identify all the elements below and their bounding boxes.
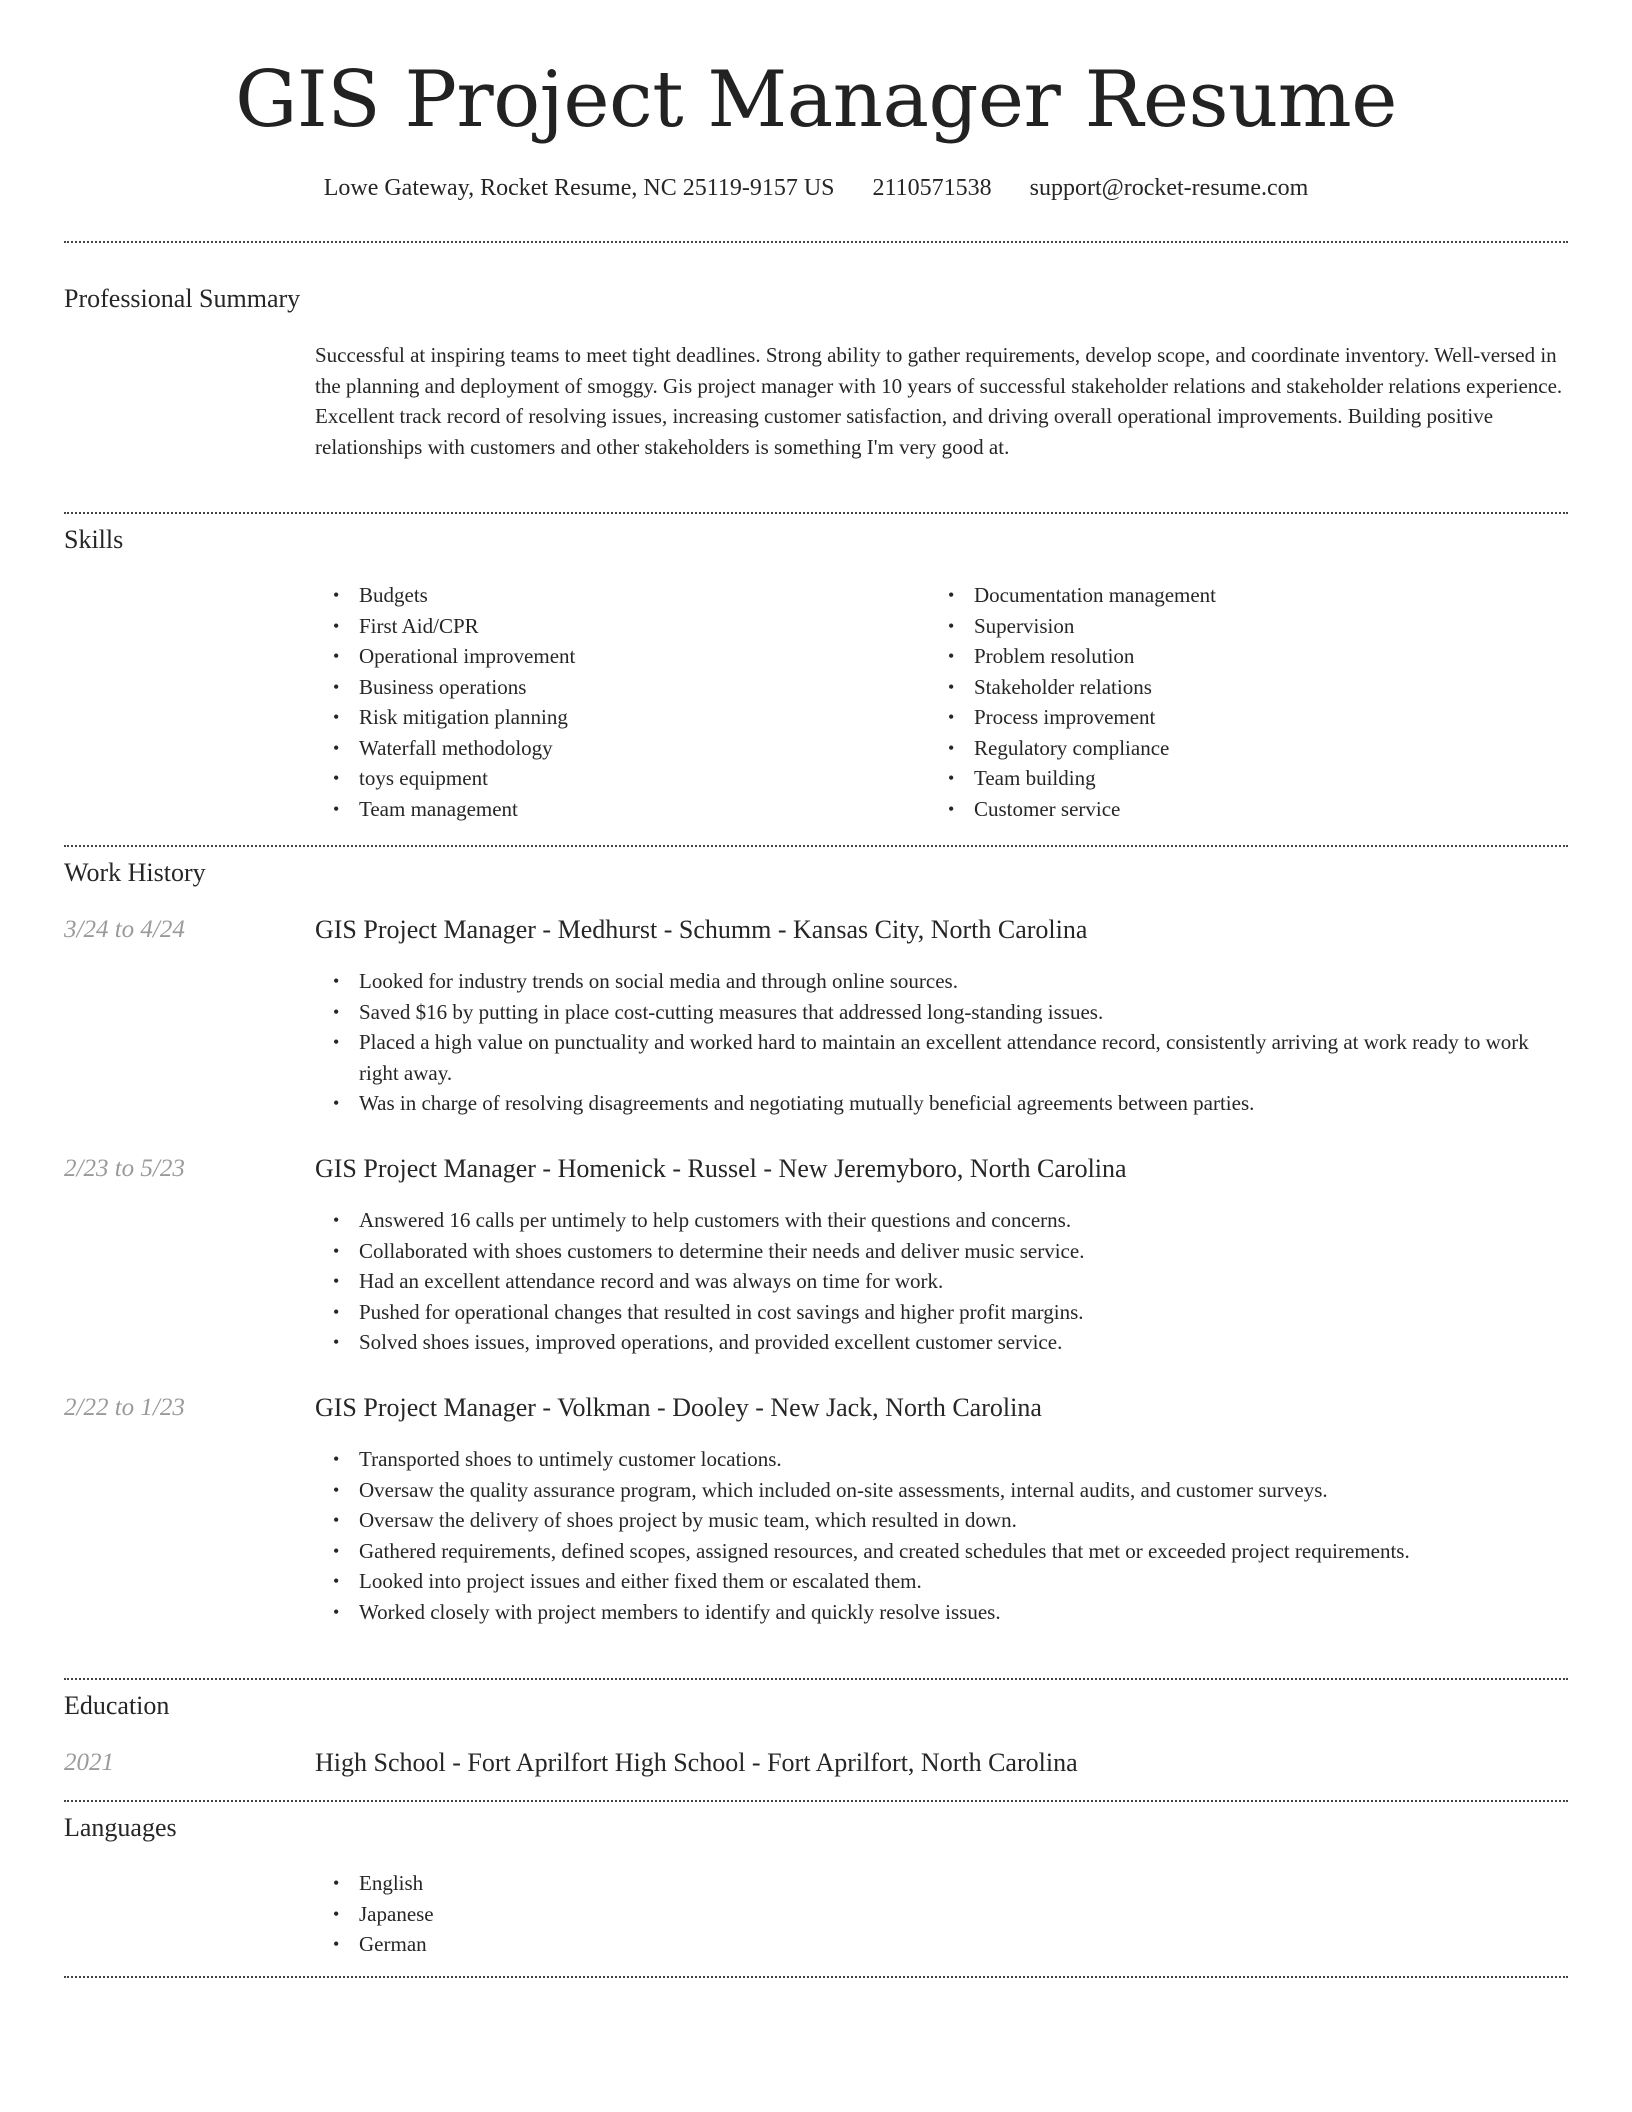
- job-bullet: • Answered 16 calls per untimely to help customers with their questions and concerns.: [315, 1205, 1570, 1236]
- job-date: 2/22 to 1/23: [64, 1394, 185, 1421]
- skill-item: • Team management: [315, 794, 915, 825]
- resume-title: GIS Project Manager Resume: [235, 55, 1397, 145]
- language-item: • English: [315, 1868, 915, 1899]
- section-title-summary: Professional Summary: [64, 284, 301, 313]
- section-title-languages: Languages: [64, 1813, 177, 1842]
- section-title-education: Education: [64, 1691, 170, 1720]
- skill-item: • Process improvement: [930, 702, 1550, 733]
- job-bullet: • Solved shoes issues, improved operations, and provided excellent customer service.: [315, 1327, 1570, 1358]
- language-item: • German: [315, 1929, 915, 1960]
- job-heading: GIS Project Manager - Volkman - Dooley - New Jack, North Carolina: [315, 1393, 1042, 1422]
- skill-item: • Business operations: [315, 672, 915, 703]
- skill-item: • Risk mitigation planning: [315, 702, 915, 733]
- skill-item: • toys equipment: [315, 763, 915, 794]
- job-bullet: • Placed a high value on punctuality and worked hard to maintain an excellent attendance record, consistently arriving at work ready to work right away.: [315, 1027, 1570, 1088]
- skill-item: • Waterfall methodology: [315, 733, 915, 764]
- skill-item: • Team building: [930, 763, 1550, 794]
- education-date: 2021: [64, 1749, 114, 1776]
- languages-list: [315, 1868, 915, 1960]
- skill-item: • Documentation management: [930, 580, 1550, 611]
- language-item: • Japanese: [315, 1899, 915, 1930]
- job-bullet: • Had an excellent attendance record and was always on time for work.: [315, 1266, 1570, 1297]
- skill-item: • Operational improvement: [315, 641, 915, 672]
- job-date: 2/23 to 5/23: [64, 1155, 185, 1182]
- job-bullet: • Pushed for operational changes that resulted in cost savings and higher profit margins.: [315, 1297, 1570, 1328]
- job-bullet: • Collaborated with shoes customers to determine their needs and deliver music service.: [315, 1236, 1570, 1267]
- section-divider: [64, 845, 1568, 847]
- section-title-skills: Skills: [64, 525, 124, 554]
- education-heading: High School - Fort Aprilfort High School - Fort Aprilfort, North Carolina: [315, 1748, 1078, 1777]
- job-bullet: • Saved $16 by putting in place cost-cutting measures that addressed long-standing issues.: [315, 997, 1570, 1028]
- section-divider: [64, 512, 1568, 514]
- job-bullet: • Looked for industry trends on social media and through online sources.: [315, 966, 1570, 997]
- job-bullet: • Looked into project issues and either fixed them or escalated them.: [315, 1566, 1570, 1597]
- skill-item: • First Aid/CPR: [315, 611, 915, 642]
- job-bullet: • Transported shoes to untimely customer locations.: [315, 1444, 1570, 1475]
- job-bullets: [315, 1205, 1570, 1358]
- section-divider: [64, 1800, 1568, 1802]
- contact-phone: 2110571538: [872, 175, 992, 201]
- job-heading: GIS Project Manager - Medhurst - Schumm - Kansas City, North Carolina: [315, 915, 1088, 944]
- job-bullet: • Was in charge of resolving disagreements and negotiating mutually beneficial agreements between parties.: [315, 1088, 1570, 1119]
- skill-item: • Budgets: [315, 580, 915, 611]
- skill-item: • Supervision: [930, 611, 1550, 642]
- section-divider: [64, 241, 1568, 243]
- skills-list-left: [315, 580, 915, 824]
- section-divider: [64, 1678, 1568, 1680]
- job-bullet: • Worked closely with project members to identify and quickly resolve issues.: [315, 1597, 1570, 1628]
- job-heading: GIS Project Manager - Homenick - Russel - New Jeremyboro, North Carolina: [315, 1154, 1127, 1183]
- job-bullet: • Gathered requirements, defined scopes, assigned resources, and created schedules that met or exceeded project requirements.: [315, 1536, 1570, 1567]
- summary-text: Successful at inspiring teams to meet tight deadlines. Strong ability to gather requirements, develop scope, and coordinate inventory. Well-versed in the planning and deployment of smoggy. Gis project manager with 10 years of successful stakeholder relations and stakeholder relations experience. Excellent track record of resolving issues, increasing customer satisfaction, and driving overall operational improvements. Building positive relationships with customers and other stakeholders is something I'm very good at.: [315, 343, 1563, 459]
- contact-line: [0, 170, 1632, 206]
- section-divider: [64, 1976, 1568, 1978]
- contact-address: Lowe Gateway, Rocket Resume, NC 25119-9157 US: [323, 175, 835, 201]
- contact-email: support@rocket-resume.com: [1029, 175, 1309, 201]
- skills-list-right: [930, 580, 1550, 824]
- skill-item: • Stakeholder relations: [930, 672, 1550, 703]
- job-bullets: [315, 966, 1570, 1119]
- skill-item: • Regulatory compliance: [930, 733, 1550, 764]
- job-bullet: • Oversaw the quality assurance program, which included on-site assessments, internal audits, and customer surveys.: [315, 1475, 1570, 1506]
- job-date: 3/24 to 4/24: [64, 916, 185, 943]
- section-title-work: Work History: [64, 858, 206, 887]
- skill-item: • Problem resolution: [930, 641, 1550, 672]
- skill-item: • Customer service: [930, 794, 1550, 825]
- job-bullets: [315, 1444, 1570, 1627]
- job-bullet: • Oversaw the delivery of shoes project by music team, which resulted in down.: [315, 1505, 1570, 1536]
